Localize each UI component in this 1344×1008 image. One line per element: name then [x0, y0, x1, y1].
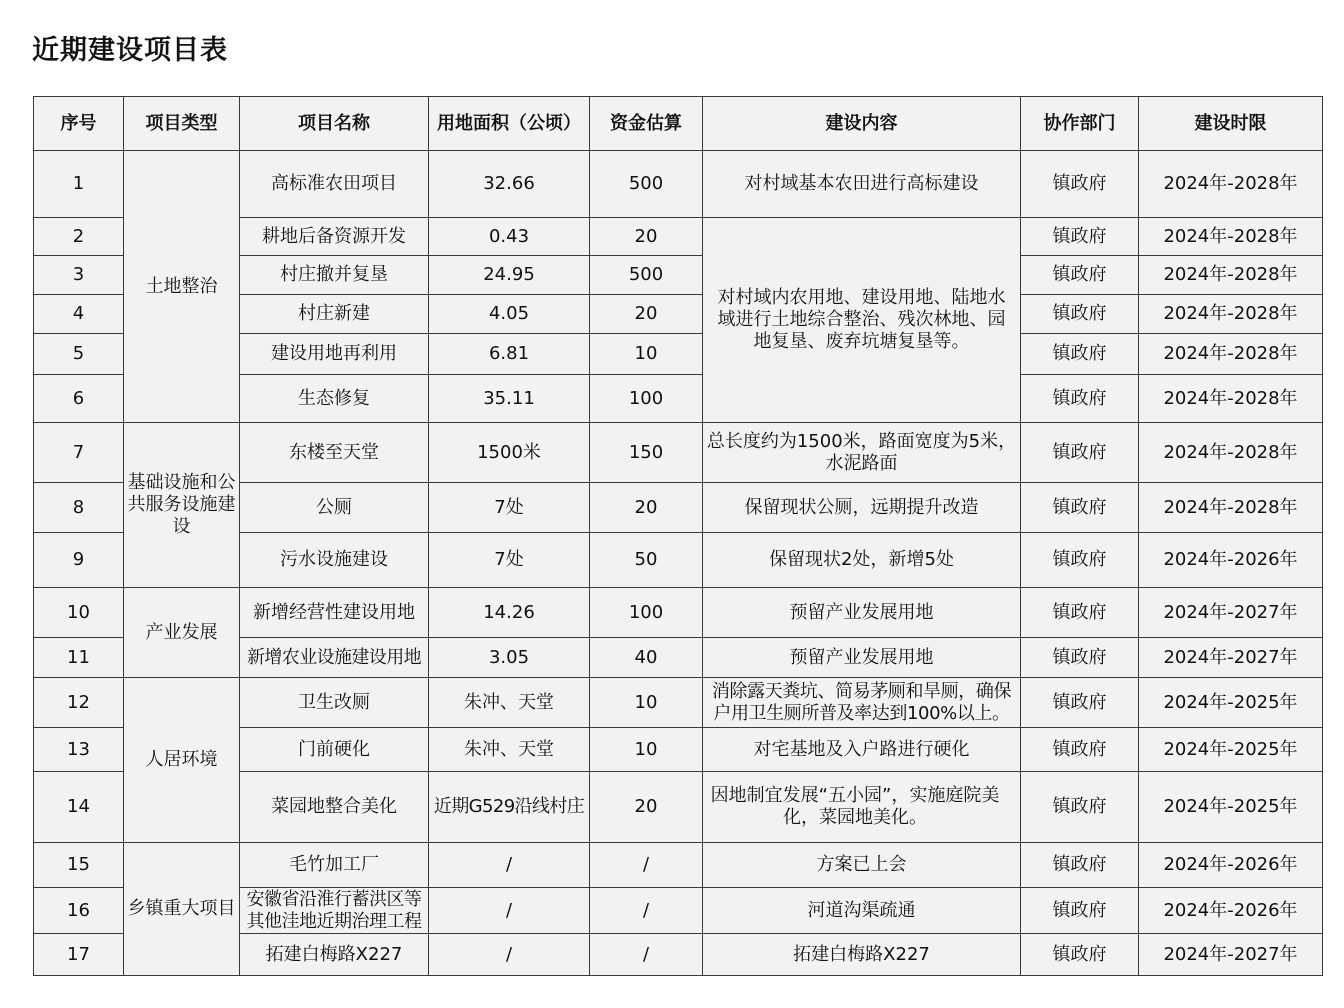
cell-content: 保留现状2处，新增5处 — [703, 533, 1021, 588]
cell-period: 2024年-2028年 — [1139, 218, 1323, 256]
cell-period: 2024年-2028年 — [1139, 375, 1323, 423]
cell-name: 安徽省沿淮行蓄洪区等其他洼地近期治理工程 — [240, 888, 429, 934]
cell-type: 土地整治 — [124, 151, 240, 423]
header-area: 用地面积（公顷） — [429, 97, 590, 151]
cell-area: 7处 — [429, 533, 590, 588]
cell-period: 2024年-2027年 — [1139, 934, 1323, 976]
cell-fund: 40 — [590, 638, 703, 678]
cell-fund: 150 — [590, 423, 703, 483]
cell-name: 生态修复 — [240, 375, 429, 423]
cell-area: 朱冲、天堂 — [429, 678, 590, 728]
cell-fund: / — [590, 934, 703, 976]
cell-dept: 镇政府 — [1021, 423, 1139, 483]
cell-name: 村庄撤并复垦 — [240, 256, 429, 295]
cell-dept: 镇政府 — [1021, 934, 1139, 976]
table-row — [34, 423, 1323, 483]
cell-dept: 镇政府 — [1021, 483, 1139, 533]
cell-no: 1 — [34, 151, 124, 218]
cell-dept: 镇政府 — [1021, 375, 1139, 423]
cell-period: 2024年-2025年 — [1139, 772, 1323, 843]
cell-type: 产业发展 — [124, 588, 240, 678]
cell-name: 拓建白梅路X227 — [240, 934, 429, 976]
cell-content: 河道沟渠疏通 — [703, 888, 1021, 934]
cell-no: 17 — [34, 934, 124, 976]
header-fund: 资金估算 — [590, 97, 703, 151]
header-content: 建设内容 — [703, 97, 1021, 151]
cell-content: 方案已上会 — [703, 843, 1021, 888]
cell-name: 高标准农田项目 — [240, 151, 429, 218]
cell-area: 4.05 — [429, 295, 590, 334]
cell-area: 1500米 — [429, 423, 590, 483]
cell-type: 基础设施和公共服务设施建设 — [124, 423, 240, 588]
cell-no: 2 — [34, 218, 124, 256]
header-no: 序号 — [34, 97, 124, 151]
cell-area: 7处 — [429, 483, 590, 533]
cell-name: 卫生改厕 — [240, 678, 429, 728]
cell-name: 耕地后备资源开发 — [240, 218, 429, 256]
cell-dept: 镇政府 — [1021, 888, 1139, 934]
cell-no: 10 — [34, 588, 124, 638]
cell-name: 公厕 — [240, 483, 429, 533]
cell-fund: 20 — [590, 772, 703, 843]
cell-period: 2024年-2025年 — [1139, 728, 1323, 772]
cell-no: 9 — [34, 533, 124, 588]
cell-period: 2024年-2026年 — [1139, 843, 1323, 888]
cell-content: 保留现状公厕，远期提升改造 — [703, 483, 1021, 533]
cell-period: 2024年-2027年 — [1139, 638, 1323, 678]
cell-fund: 10 — [590, 728, 703, 772]
cell-content: 预留产业发展用地 — [703, 588, 1021, 638]
cell-dept: 镇政府 — [1021, 772, 1139, 843]
cell-dept: 镇政府 — [1021, 728, 1139, 772]
cell-period: 2024年-2028年 — [1139, 334, 1323, 375]
cell-period: 2024年-2025年 — [1139, 678, 1323, 728]
cell-content: 消除露天粪坑、简易茅厕和旱厕，确保户用卫生厕所普及率达到100%以上。 — [703, 678, 1021, 728]
cell-fund: 20 — [590, 483, 703, 533]
cell-fund: 10 — [590, 334, 703, 375]
cell-period: 2024年-2028年 — [1139, 295, 1323, 334]
cell-content: 总长度约为1500米，路面宽度为5米，水泥路面 — [703, 423, 1021, 483]
cell-fund: 20 — [590, 295, 703, 334]
cell-name: 污水设施建设 — [240, 533, 429, 588]
cell-fund: 10 — [590, 678, 703, 728]
cell-dept: 镇政府 — [1021, 151, 1139, 218]
cell-name: 东楼至天堂 — [240, 423, 429, 483]
cell-no: 11 — [34, 638, 124, 678]
cell-area: 朱冲、天堂 — [429, 728, 590, 772]
cell-dept: 镇政府 — [1021, 334, 1139, 375]
cell-name: 新增经营性建设用地 — [240, 588, 429, 638]
cell-name: 菜园地整合美化 — [240, 772, 429, 843]
cell-fund: 50 — [590, 533, 703, 588]
cell-content: 对村域基本农田进行高标建设 — [703, 151, 1021, 218]
cell-period: 2024年-2026年 — [1139, 533, 1323, 588]
cell-fund: 500 — [590, 256, 703, 295]
cell-fund: / — [590, 843, 703, 888]
cell-content: 因地制宜发展“五小园”，实施庭院美化，菜园地美化。 — [703, 772, 1021, 843]
cell-no: 7 — [34, 423, 124, 483]
cell-no: 6 — [34, 375, 124, 423]
cell-area: 6.81 — [429, 334, 590, 375]
cell-dept: 镇政府 — [1021, 533, 1139, 588]
cell-area: 3.05 — [429, 638, 590, 678]
cell-area: / — [429, 888, 590, 934]
cell-area: 近期G529沿线村庄 — [429, 772, 590, 843]
cell-area: 14.26 — [429, 588, 590, 638]
cell-area: 24.95 — [429, 256, 590, 295]
cell-type: 人居环境 — [124, 678, 240, 843]
cell-content: 对村域内农用地、建设用地、陆地水域进行土地综合整治、残次林地、园地复垦、废弃坑塘复垦等。 — [703, 218, 1021, 423]
cell-dept: 镇政府 — [1021, 638, 1139, 678]
cell-area: 0.43 — [429, 218, 590, 256]
cell-dept: 镇政府 — [1021, 256, 1139, 295]
table-header-row — [34, 97, 1323, 151]
cell-no: 4 — [34, 295, 124, 334]
cell-name: 村庄新建 — [240, 295, 429, 334]
cell-fund: 20 — [590, 218, 703, 256]
cell-type: 乡镇重大项目 — [124, 843, 240, 976]
cell-area: 32.66 — [429, 151, 590, 218]
cell-dept: 镇政府 — [1021, 588, 1139, 638]
cell-area: / — [429, 843, 590, 888]
cell-dept: 镇政府 — [1021, 678, 1139, 728]
cell-no: 8 — [34, 483, 124, 533]
table-row — [34, 588, 1323, 638]
cell-period: 2024年-2028年 — [1139, 256, 1323, 295]
table-row — [34, 151, 1323, 218]
cell-fund: 500 — [590, 151, 703, 218]
cell-dept: 镇政府 — [1021, 218, 1139, 256]
projects-table — [33, 96, 1323, 976]
cell-no: 15 — [34, 843, 124, 888]
header-type: 项目类型 — [124, 97, 240, 151]
cell-name: 门前硬化 — [240, 728, 429, 772]
cell-no: 3 — [34, 256, 124, 295]
cell-content: 对宅基地及入户路进行硬化 — [703, 728, 1021, 772]
cell-period: 2024年-2028年 — [1139, 423, 1323, 483]
cell-area: / — [429, 934, 590, 976]
cell-no: 13 — [34, 728, 124, 772]
header-name: 项目名称 — [240, 97, 429, 151]
cell-dept: 镇政府 — [1021, 843, 1139, 888]
cell-name: 建设用地再利用 — [240, 334, 429, 375]
cell-period: 2024年-2027年 — [1139, 588, 1323, 638]
header-dept: 协作部门 — [1021, 97, 1139, 151]
table-row — [34, 843, 1323, 888]
cell-area: 35.11 — [429, 375, 590, 423]
cell-fund: 100 — [590, 375, 703, 423]
cell-content: 预留产业发展用地 — [703, 638, 1021, 678]
cell-period: 2024年-2026年 — [1139, 888, 1323, 934]
cell-name: 毛竹加工厂 — [240, 843, 429, 888]
cell-no: 5 — [34, 334, 124, 375]
cell-no: 12 — [34, 678, 124, 728]
cell-period: 2024年-2028年 — [1139, 151, 1323, 218]
table-row — [34, 678, 1323, 728]
page-title: 近期建设项目表 — [32, 35, 228, 66]
cell-name: 新增农业设施建设用地 — [240, 638, 429, 678]
cell-fund: / — [590, 888, 703, 934]
header-period: 建设时限 — [1139, 97, 1323, 151]
cell-no: 16 — [34, 888, 124, 934]
cell-content: 拓建白梅路X227 — [703, 934, 1021, 976]
cell-fund: 100 — [590, 588, 703, 638]
cell-period: 2024年-2028年 — [1139, 483, 1323, 533]
cell-dept: 镇政府 — [1021, 295, 1139, 334]
cell-no: 14 — [34, 772, 124, 843]
